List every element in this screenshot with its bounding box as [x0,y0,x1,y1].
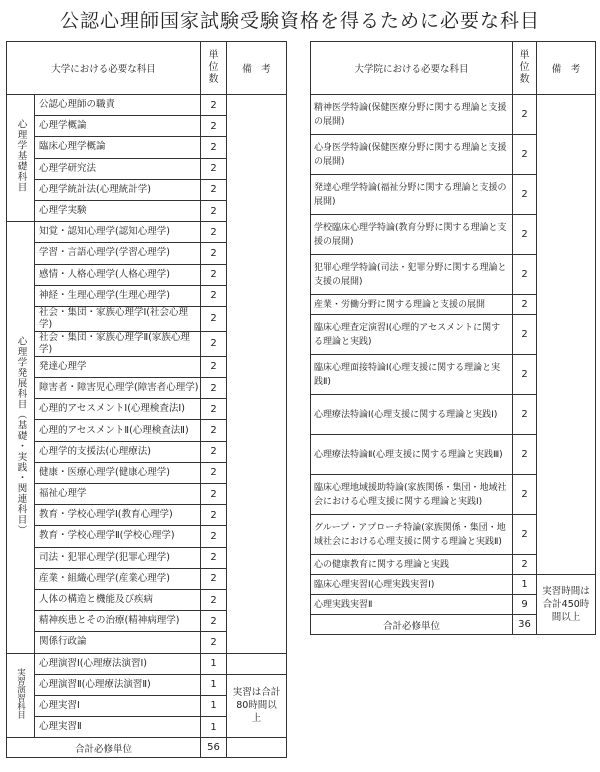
subject-units: 2 [201,568,227,589]
left-header-remarks: 備 考 [227,42,287,95]
subject-units: 2 [513,255,537,295]
subject-name: 司法・犯罪心理学(犯罪心理学) [35,547,201,568]
subject-units: 2 [201,306,227,331]
subject-units: 2 [201,243,227,264]
total-label: 合計必修単位 [7,738,201,758]
subject-name: 教育・学校心理学Ⅰ(教育心理学) [35,505,201,526]
subject-name: 感情・人格心理学(人格心理学) [35,264,201,285]
subject-name: 福祉心理学 [35,484,201,505]
table-row [311,95,596,135]
remarks-cell [227,95,287,654]
table-row [7,674,287,695]
subject-units: 2 [201,356,227,377]
total-label: 合計必修単位 [311,615,513,635]
subject-name: 心理療法特論Ⅱ(心理支援に関する理論と実践Ⅲ) [311,435,513,475]
subject-units: 1 [201,674,227,695]
practicum-hours-note-text: 実習時間は 合計450時 間以上 [542,586,590,623]
subject-group-text: 心理学発展科目（基礎・実践・関連科目） [15,335,27,536]
subject-name: 産業・組織心理学(産業心理学) [35,568,201,589]
subject-name: 心理実習Ⅱ [35,717,201,738]
subject-name: 心理学実験 [35,200,201,221]
subject-name: 関係行政論 [35,632,201,653]
remarks-cell [227,653,287,674]
subject-units: 2 [513,135,537,175]
subject-units: 2 [201,264,227,285]
table-row [7,95,287,116]
subject-name: 臨床心理実習Ⅰ(心理実践実習Ⅰ) [311,575,513,595]
left-header-units [201,42,227,95]
subject-units: 2 [201,95,227,116]
subject-units: 2 [201,526,227,547]
subject-units: 2 [201,116,227,137]
subject-units: 2 [201,285,227,306]
subject-name: 心理学概論 [35,116,201,137]
subject-group-text: 心理学基礎科目 [15,119,27,193]
subject-name: 心理演習Ⅱ(心理療法演習Ⅱ) [35,674,201,695]
right-header-units [513,42,537,95]
subject-group-text: 実習演習科目 [15,667,26,719]
subject-name: 公認心理師の職責 [35,95,201,116]
subject-units: 2 [201,632,227,653]
subject-units: 2 [201,505,227,526]
subject-name: 発達心理学特論(福祉分野に関する理論と支援の展開) [311,175,513,215]
subject-units: 2 [513,215,537,255]
subject-units: 2 [201,462,227,483]
subject-name: 健康・医療心理学(健康心理学) [35,462,201,483]
subject-units: 2 [201,158,227,179]
practicum-hours-note-text: 実習は合計 80時間以 上 [232,687,281,725]
subject-units: 2 [201,331,227,356]
subject-name: 教育・学校心理学Ⅱ(学校心理学) [35,526,201,547]
subject-name: 障害者・障害児心理学(障害者心理学) [35,378,201,399]
remarks-cell [227,738,287,758]
table-row [311,575,596,595]
subject-name: 心理演習Ⅰ(心理療法演習Ⅰ) [35,653,201,674]
subject-units: 2 [513,295,537,315]
left-total-row [7,738,287,758]
subject-name: 学校臨床心理学特論(教育分野に関する理論と支援の展開) [311,215,513,255]
subject-units: 2 [201,589,227,610]
subject-group-label [7,95,35,222]
subject-name: 臨床心理査定演習Ⅰ(心理的アセスメントに関する理論と実践) [311,315,513,355]
subject-name: 社会・集団・家族心理学Ⅱ(家族心理学) [35,331,201,356]
subject-name: 心理学研究法 [35,158,201,179]
subject-units: 2 [513,435,537,475]
graduate-subjects-table [310,41,596,635]
subject-name: 心理的アセスメントⅠ(心理検査法Ⅰ) [35,399,201,420]
subject-name: 心理実践実習Ⅱ [311,595,513,615]
subject-units: 1 [201,717,227,738]
subject-units: 2 [513,355,537,395]
subject-units: 2 [201,441,227,462]
subject-units: 2 [201,179,227,200]
right-header-units-label: 単 位 数 [519,50,530,85]
subject-units: 2 [513,395,537,435]
total-units: 36 [513,615,537,635]
subject-name: 心理療法特論Ⅰ(心理支援に関する理論と実践Ⅰ) [311,395,513,435]
subject-units: 2 [513,175,537,215]
subject-name: 臨床心理地域援助特論(家族関係・集団・地域社会における心理支援に関する理論と実践Ⅰ) [311,475,513,515]
left-header-row [7,42,287,95]
subject-name: 神経・生理心理学(生理心理学) [35,285,201,306]
subject-name: 精神医学特論(保健医療分野に関する理論と支援の展開) [311,95,513,135]
total-units: 56 [201,738,227,758]
subject-units: 2 [513,515,537,555]
subject-name: 発達心理学 [35,356,201,377]
subject-name: 心理学統計法(心理統計学) [35,179,201,200]
subject-name: 心理実習Ⅰ [35,695,201,716]
page-title: 公認心理師国家試験受験資格を得るために必要な科目 [59,10,540,32]
subject-name: グループ・アプローチ特論(家族関係・集団・地域社会における心理支援に関する理論と実践Ⅱ) [311,515,513,555]
right-header-remarks: 備 考 [537,42,596,95]
subject-name: 犯罪心理学特論(司法・犯罪分野に関する理論と支援の展開) [311,255,513,295]
subject-units: 2 [513,475,537,515]
subject-group-label [7,222,35,653]
subject-name: 産業・労働分野に関する理論と支援の展開 [311,295,513,315]
right-header-subject: 大学院における必要な科目 [311,42,513,95]
practicum-hours-note [227,674,287,738]
subject-units: 2 [201,137,227,158]
subject-name: 心の健康教育に関する理論と実践 [311,555,513,575]
subject-units: 2 [201,222,227,243]
subject-units: 2 [201,399,227,420]
practicum-hours-note [537,575,596,635]
subject-units: 9 [513,595,537,615]
table-row [7,653,287,674]
subject-name: 心理的アセスメントⅡ(心理検査法Ⅱ) [35,420,201,441]
subject-units: 1 [201,695,227,716]
subject-name: 社会・集団・家族心理学Ⅰ(社会心理学) [35,306,201,331]
subject-name: 臨床心理面接特論Ⅰ(心理支援に関する理論と実践Ⅱ) [311,355,513,395]
subject-units: 2 [201,420,227,441]
subject-name: 知覚・認知心理学(認知心理学) [35,222,201,243]
subject-units: 2 [201,378,227,399]
subject-name: 臨床心理学概論 [35,137,201,158]
subject-units: 1 [201,653,227,674]
right-header-row [311,42,596,95]
subject-name: 学習・言語心理学(学習心理学) [35,243,201,264]
subject-units: 2 [201,611,227,632]
subject-units: 2 [513,315,537,355]
subject-name: 人体の構造と機能及び疾病 [35,589,201,610]
subject-units: 2 [513,95,537,135]
subject-units: 1 [513,575,537,595]
subject-name: 心身医学特論(保健医療分野に関する理論と支援の展開) [311,135,513,175]
subject-units: 2 [201,200,227,221]
subject-units: 2 [201,547,227,568]
left-header-units-label: 単 位 数 [208,50,219,85]
left-header-subject: 大学における必要な科目 [7,42,201,95]
subject-units: 2 [201,484,227,505]
subject-name: 精神疾患とその治療(精神病理学) [35,611,201,632]
remarks-cell [537,95,596,575]
subject-name: 心理学的支援法(心理療法) [35,441,201,462]
subject-group-label [7,653,35,738]
undergraduate-subjects-table [6,41,287,758]
subject-units: 2 [513,555,537,575]
